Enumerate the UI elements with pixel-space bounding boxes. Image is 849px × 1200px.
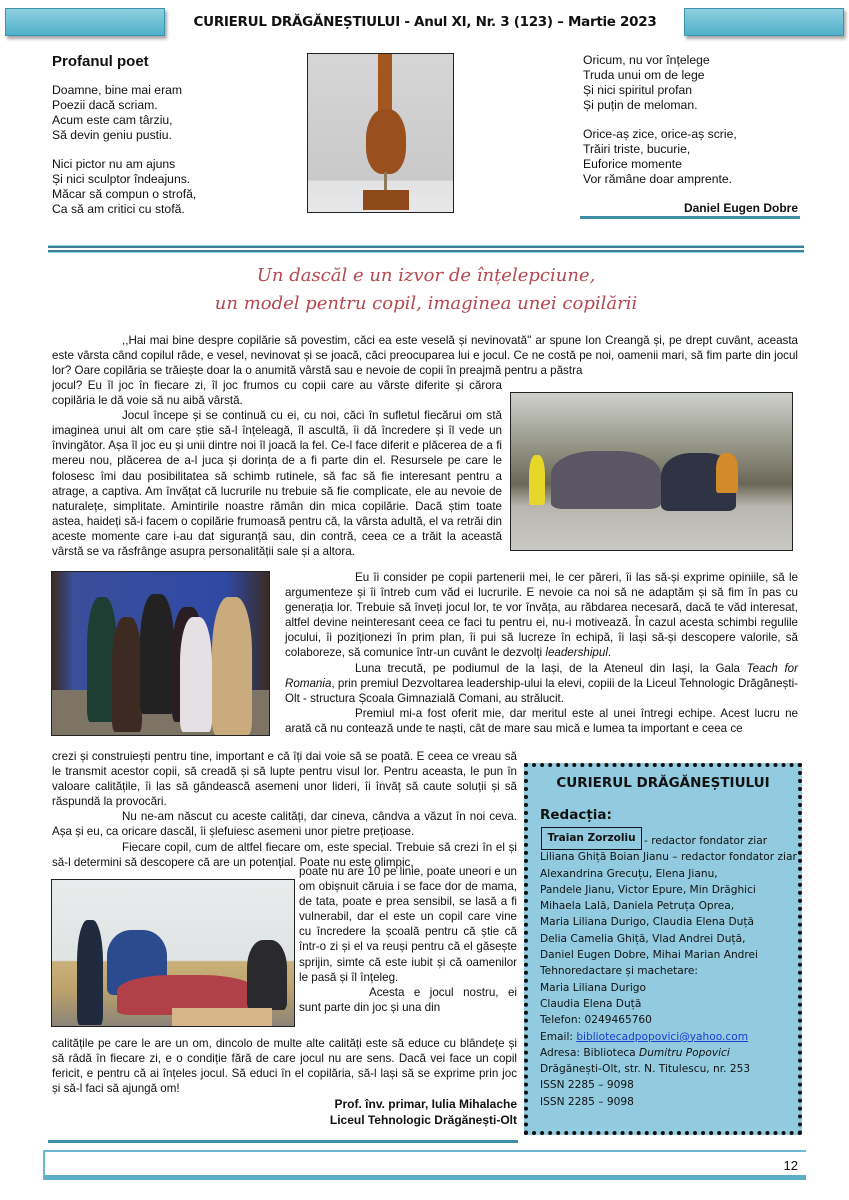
masthead-subtitle: Redacția: — [540, 807, 612, 823]
poem-stanza — [583, 127, 803, 187]
staff-line: Pandele Jianu, Victor Epure, Min Drăghici — [540, 883, 756, 896]
poem-line: Truda unui om de lege — [583, 68, 705, 82]
staff-line: Alexandrina Grecuțu, Elena Jianu, — [540, 867, 718, 880]
address-line — [540, 1045, 798, 1061]
poem-line: Să devin geniu pustiu. — [52, 128, 172, 142]
article-column-block — [299, 864, 517, 1015]
section-divider — [48, 245, 804, 248]
divider — [48, 1140, 518, 1143]
page-footer — [43, 1150, 806, 1180]
photo-table — [172, 1008, 272, 1027]
poem-line: Acum este cam târziu, — [52, 113, 173, 127]
staff-line: Telefon: 0249465760 — [540, 1014, 652, 1027]
photo-figure — [716, 453, 738, 493]
article-paragraph: Nu ne-am născut cu aceste calități, dar cineva, cândva a văzut în noi ceva. Așa și eu, ca oricare dascăl, îi șlefuiesc asemeni unor pietre prețioase. — [52, 810, 517, 839]
poem-line: Și nici spiritul profan — [583, 83, 693, 97]
address-line: Drăgănești-Olt, str. N. Titulescu, nr. 253 — [540, 1063, 751, 1076]
article-paragraph: Eu îi consider pe copii partenerii mei, le cer păreri, îi las să-și exprime opiniile, să le argumenteze și îi întreb cum văd ei lucrurile. E nevoie ca noi să ne adaptăm și să fim în pas cu generația lor. Trebuie să înveți jocul lor, te vor învăța, au răbdarea necesară, dacă te văd interesat, altfel devine neinteresant ceea ce faci tu pentru ei, nu-i motivează. În cazul acesta schimbi regulile jocului, îi poziționezi în prim plan, îi pui să lucreze în echipă, îi lași să-și descopere valorile, să colaboreze, să comunice într-un cuvânt le dezvolți leadershipul. — [285, 571, 798, 660]
poem-line: Poezii dacă scriam. — [52, 98, 158, 112]
violin-stand-shape — [384, 172, 387, 192]
masthead-title: CURIERUL DRĂGĂNEȘTIULUI — [556, 775, 770, 791]
article-column-block — [52, 749, 517, 870]
photo-figure — [529, 455, 545, 505]
article-title — [48, 262, 804, 318]
masthead-box — [524, 763, 802, 1135]
poem-line: Doamne, bine mai eram — [52, 83, 183, 97]
address-label: Adresa: Biblioteca — [540, 1046, 640, 1059]
article-paragraph: ,,Hai mai bine despre copilărie să povestim, căci ea este veselă și nevinovată'' ar spune Ion Creangă și, pe drept cuvânt, aceasta este vârsta când copilul râde, e vesel, nevinovat și se joacă, căci preocuparea lui e jocul. Ce ne costă pe noi, oamenii mari, să fim parte din jocul lor? Oare copilăria se trăiește doar la o anumită vârstă sau e nevoie de copii în preajmă pentru a păstra — [52, 334, 798, 378]
article-paragraph: Fiecare copil, cum de altfel fiecare om, este special. Trebuie să crezi în el și să-l determini să descopere că are un potențial. Poate nu este olimpic, — [52, 840, 517, 869]
article-paragraph: crezi și construiești pentru tine, important e că îți dai voie să se poată. E ceea ce vreau să le transmit acestor copii, să creadă și să lupte pentru visul lor. Pentru aceasta, le pun în valoare calitățile, îi las să gândească asemeni unor lideri, îi învăț să caute soluții și să răspundă la provocări. — [52, 750, 517, 809]
poem-line: Euforice momente — [583, 157, 682, 171]
masthead-staff-list — [540, 833, 798, 1110]
article-paragraph: poate nu are 10 pe linie, poate uneori e un om obișnuit căruia i se face dor de mama, de tata, poate e prea sensibil, se lasă a fi vulnerabil, dar el este un copil care vine cu încredere la școală pentru că știe că într-o zi și el va reuși pentru că el găsește sprijin, simte că este iubit și că oamenilor le pasă și îl înțeleg. — [299, 865, 517, 984]
paragraph-italic: Teach for Romania — [285, 661, 798, 690]
staff-line: Maria Liliana Durigo — [540, 981, 646, 994]
article-paragraph: Premiul mi-a fost oferit mie, dar meritul este al unei întregi echipe. Acest lucru ne arată că nu contează unde te naști, cât de mare sau mică e lumea ta important e ceea ce — [285, 706, 798, 735]
photo-figure — [140, 594, 174, 714]
founder-role: - redactor fondator ziar — [644, 835, 768, 847]
address-italic: Dumitru Popovici — [639, 1046, 730, 1059]
article-title-line: Un dascăl e un izvor de înțelepciune, — [256, 265, 596, 286]
article-title-line: un model pentru copil, imaginea unei copilării — [214, 293, 638, 314]
page-number: 12 — [783, 1158, 798, 1173]
photo-figure — [180, 617, 212, 732]
staff-line: Mihaela Lală, Daniela Petruța Oprea, — [540, 900, 735, 913]
article-column-block — [52, 378, 502, 559]
violin-base-shape — [363, 190, 409, 210]
article-paragraph: jocul? Eu îl joc în fiecare zi, îl joc frumos cu copii care au vârste diferite și cărora copilăria le dă voie să nu aibă vârstă. — [52, 379, 502, 408]
poem-left-column — [52, 54, 292, 231]
poem-line: Vor rămâne doar amprente. — [583, 172, 733, 186]
email-line — [540, 1029, 798, 1045]
poem-author: Daniel Eugen Dobre — [683, 201, 798, 215]
signature-line: Prof. înv. primar, Iulia Mihalache — [334, 1097, 517, 1111]
founder-name-box: Traian Zorzoliu — [541, 827, 642, 850]
classroom-group-photo — [51, 879, 295, 1027]
photo-figure — [112, 617, 142, 732]
poem-line: Și puțin de meloman. — [583, 98, 698, 112]
poem-line: Trăiri triste, bucurie, — [583, 142, 691, 156]
poem-stanza — [583, 53, 803, 113]
staff-line: Claudia Elena Duță — [540, 997, 642, 1010]
email-label: Email: — [540, 1030, 577, 1043]
photo-figure — [247, 940, 287, 1010]
staff-line: Maria Liliana Durigo, Claudia Elena Duță — [540, 916, 755, 929]
article-signature — [52, 1097, 517, 1128]
signature-line: Liceul Tehnologic Drăgănești-Olt — [329, 1112, 517, 1127]
issn-line: ISSN 2285 – 9098 — [540, 1079, 634, 1092]
students-park-group-photo — [510, 392, 793, 551]
header-decor-bar-left — [5, 8, 165, 36]
article-column-block — [285, 570, 798, 736]
paragraph-text: Eu îi consider pe copii partenerii mei, le cer păreri, îi las să-și exprime opiniile, să le argumenteze și îi întreb cum văd ei lucrurile. E nevoie ca noi să ne adaptăm și să fim în pas cu generația lor. Trebuie să înveți jocul lor, te vor învăța, au răbdarea necesară, dacă te văd interesat, altfel devine neinteresant ceea ce faci tu pentru ei, nu-i motivează. În cazul acesta schimbi regulile jocului, îi poziționezi în prim plan, îi pui să lucreze în echipă, îi lași să-și descopere valorile, să colaboreze, să comunice într-un cuvânt le dezvolți — [285, 571, 798, 660]
poem-line: Nici pictor nu am ajuns — [52, 157, 176, 171]
violin-neck-shape — [378, 54, 392, 114]
article-paragraph: calitățile pe care le are un om, dincolo de multe alte calități este să educe cu blândețe și să râdă în fiecare zi, e o condiție fără de care jocul nu are sens. Dacă vei face un copil fericit, e pentru că ai înțeles jocul. Să educi în el copilăria, să-l lași să se exprime prin joc și să-l faci să ajungă om! — [52, 1037, 517, 1096]
newspaper-header-title: CURIERUL DRĂGĂNEȘTIULUI - Anul XI, Nr. 3 (123) – Martie 2023 — [193, 14, 657, 30]
photo-figure — [212, 597, 252, 735]
violin-sculpture-photo — [307, 53, 454, 213]
poem-line: Oricum, nu vor înțelege — [583, 53, 710, 67]
staff-line: Tehnoredactare și machetare: — [540, 965, 698, 978]
award-ceremony-photo — [51, 571, 270, 736]
poem-line: Și nici sculptor îndeajuns. — [52, 172, 191, 186]
paragraph-text: Luna trecută, pe podiumul de la Iași, de la Ateneul din Iași, la Gala — [355, 661, 747, 675]
article-paragraph — [285, 661, 798, 706]
email-link[interactable]: bibliotecadpopovici@yahoo.com — [576, 1030, 749, 1043]
photo-figure — [551, 451, 661, 509]
poem-title: Profanul poet — [52, 53, 149, 70]
divider — [580, 216, 800, 219]
paragraph-italic: leadershipul — [545, 646, 608, 660]
section-divider — [48, 250, 804, 253]
header-decor-bar-right — [684, 8, 844, 36]
violin-body-shape — [366, 109, 406, 174]
poem-stanza — [52, 157, 292, 217]
poem-line: Ca să am critici cu stofă. — [52, 202, 185, 216]
poem-line: Orice-aș zice, orice-aș scrie, — [583, 127, 737, 141]
staff-line: Delia Camelia Ghiță, Vlad Andrei Duță, — [540, 932, 746, 945]
paragraph-text: , prin premiul Dezvoltarea leadership-ului la elevi, copiii de la Liceul Tehnologic Drăgănești-Olt - structura Școala Gimnazială Comani, au strălucit. — [285, 676, 798, 705]
staff-line: Liliana Ghiță Boian Jianu – redactor fondator ziar — [540, 851, 797, 864]
article-paragraph: Jocul începe și se continuă cu ei, cu noi, căci în sufletul fiecărui om stă imaginea unui alt om care știe să-l înțeleagă, îl ascultă, îi dă încredere și îl vede un învingător. Așa îl joc eu și unii dintre noi îl joacă la fel. Ce-l face diferit e plăcerea de a fi mereu nou, plăcerea de a-l juca și dorința de a fi parte din el. Resursele pe care le folosesc îmi dau posibilitatea să schimb rutinele, să fac să fie interesant pentru a atrage, a captiva. Am învățat că lucrurile nu trebuie să fie complicate, ele au nevoie de naturalețe, simplitate. Amintirile noastre rămân din mica copilărie. Dacă știm toate astea, haideți să-i facem o copilărie frumoasă pentru că, la vârsta adultă, el va retrăi din aceste momente care i-au dat siguranță sau, din contră, ceea ce a trăit la această vârstă se va răsfrânge asupra personalității sale și a altora. — [52, 409, 502, 559]
poem-stanza — [52, 83, 292, 143]
issn-line: ISSN 2285 – 9098 — [540, 1095, 634, 1108]
staff-line: Daniel Eugen Dobre, Mihai Marian Andrei — [540, 949, 758, 962]
poem-right-column — [583, 53, 803, 201]
poem-line: Măcar să compun o strofă, — [52, 187, 197, 201]
photo-figure — [77, 920, 103, 1025]
article-paragraph: Acesta e jocul nostru, ei sunt parte din joc și una din — [299, 985, 517, 1014]
